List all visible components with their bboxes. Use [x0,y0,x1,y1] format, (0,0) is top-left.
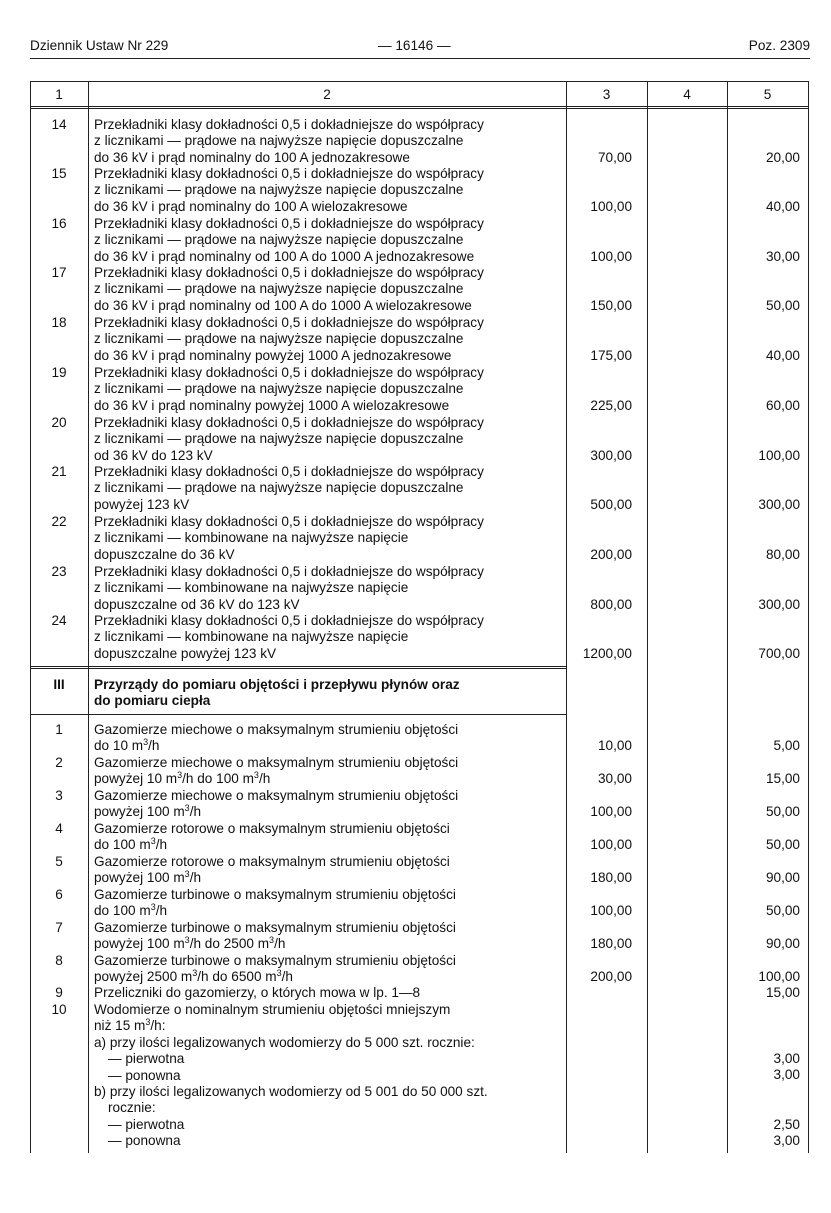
row-number: 15 [51,166,67,181]
description-line: Gazomierze turbinowe o maksymalnym strumieniu objętości [94,887,456,902]
description-line: Gazomierze miechowe o maksymalnym strumieniu objętości [94,788,459,803]
fee-col3: 10,00 [597,738,632,753]
description-line: Gazomierze rotorowe o maksymalnym strumieniu objętości [94,821,450,836]
description-line: Wodomierze o nominalnym strumieniu objętości mniejszym [94,1002,451,1017]
description-line: z licznikami — kombinowane na najwyższe napięcie [94,629,409,645]
row-number: 4 [55,821,63,836]
fee-col5: 50,00 [765,804,800,819]
row-description [94,415,562,464]
column-header-2: 2 [323,87,331,102]
column-header-5: 5 [763,87,772,102]
section-divider-top-double [30,668,566,669]
row-description [94,514,562,563]
section-divider-bottom [30,714,566,715]
fee-col3: 30,00 [597,771,632,786]
section-title [94,677,562,710]
description-line: Gazomierze miechowe o maksymalnym strumieniu objętości [94,755,459,770]
row-number: 10 [51,1002,67,1017]
fee-col3: 100,00 [590,804,632,819]
description-line: — pierwotna [108,1051,185,1067]
description-line: powyżej 100 $m^3/h$ [94,869,202,886]
description-line: do 100 $m^3/h$ [94,902,168,919]
fee-col3: 180,00 [590,936,632,951]
description-line: Przekładniki klasy dokładności 0,5 i dokładniejsze do współpracy [94,166,484,181]
row-number: 16 [51,216,67,231]
description-line: dopuszczalne od 36 kV do 123 kV [94,596,300,612]
description-line: do 36 kV i prąd nominalny powyżej 1000 A wielozakresowe [94,397,450,413]
row-number: 24 [51,613,67,628]
row-number: 20 [51,415,67,430]
description-line: — ponowna [108,1133,181,1149]
fee-col5: 15,00 [765,985,800,1000]
fee-col5: 50,00 [765,298,800,313]
fee-col3: 180,00 [590,870,632,885]
fee-col3: 800,00 [590,597,632,612]
fee-col5: 40,00 [765,199,800,214]
fee-col3: 100,00 [590,199,632,214]
column-divider-3 [647,81,648,1153]
fee-col5: 2,50 [773,1117,800,1132]
row-description [94,854,562,887]
row-number: 7 [55,920,63,935]
fee-col3: 100,00 [590,903,632,918]
row-number: 1 [55,722,63,737]
row-number: 21 [51,464,67,479]
description-line: powyżej 100 $m^3/h$ do 2500 $m^3/h$ [94,935,286,952]
description-line: powyżej 2500 $m^3/h$ do 6500 $m^3/h$ [94,968,293,985]
description-line: powyżej 100 $m^3/h$ [94,803,202,820]
fee-col5: 5,00 [773,738,800,753]
row-number: 5 [55,854,63,869]
fee-col5: 80,00 [765,547,800,562]
description-line: z licznikami — prądowe na najwyższe napięcie dopuszczalne [94,331,464,347]
row-description [94,920,562,953]
fee-col3: 100,00 [590,837,632,852]
fee-col5: 15,00 [765,771,800,786]
fee-col5: 30,00 [765,249,800,264]
row-number: 17 [51,265,67,280]
fee-col5: 40,00 [765,348,800,363]
description-line: powyżej 10 $m^3/h$ do 100 $m^3/h$ [94,770,271,787]
fee-col5: 300,00 [758,597,800,612]
description-line: z licznikami — prądowe na najwyższe napięcie dopuszczalne [94,431,464,447]
description-line: do 36 kV i prąd nominalny powyżej 1000 A jednozakresowe [94,347,452,363]
fee-col3: 100,00 [590,249,632,264]
description-line: a) przy ilości legalizowanych wodomierzy do 5 000 szt. rocznie: [94,1034,475,1050]
page-number: — 16146 — [378,38,451,53]
description-line: Przekładniki klasy dokładności 0,5 i dokładniejsze do współpracy [94,464,484,479]
table-right-border [808,81,809,1153]
fee-col5: 700,00 [758,646,800,661]
row-description [94,1002,562,1150]
row-description [94,788,562,821]
description-line: z licznikami — prądowe na najwyższe napięcie dopuszczalne [94,281,464,297]
row-description [94,613,562,662]
fee-col5: 90,00 [765,936,800,951]
description-line: z licznikami — prądowe na najwyższe napięcie dopuszczalne [94,232,464,248]
section-title-line: Przyrządy do pomiaru objętości i przepływu płynów oraz [94,677,460,692]
description-line: Przekładniki klasy dokładności 0,5 i dokładniejsze do współpracy [94,365,484,380]
description-line: do 10 $m^3/h$ [94,737,160,754]
description-line: Przekładniki klasy dokładności 0,5 i dokładniejsze do współpracy [94,315,484,330]
description-line: — pierwotna [108,1116,185,1132]
fee-col5: 300,00 [758,497,800,512]
journal-title: Dziennik Ustaw Nr 229 [30,38,169,53]
fee-col3: 225,00 [590,398,632,413]
description-line: do 100 $m^3/h$ [94,836,168,853]
fee-col5: 3,00 [773,1051,800,1066]
row-description [94,755,562,788]
description-line: Gazomierze rotorowe o maksymalnym strumieniu objętości [94,854,450,869]
description-line: z licznikami — kombinowane na najwyższe napięcie [94,530,409,546]
fee-col5: 3,00 [773,1067,800,1083]
header-bottom-border-double [30,108,808,109]
row-number: 18 [51,315,67,330]
row-description [94,564,562,613]
column-header-3: 3 [602,87,611,102]
row-number: 2 [55,755,63,770]
description-line: — ponowna [108,1067,181,1083]
description-line: Przekładniki klasy dokładności 0,5 i dokładniejsze do współpracy [94,265,484,280]
row-description [94,985,562,1001]
section-divider-top [30,666,566,667]
description-line: z licznikami — prądowe na najwyższe napięcie dopuszczalne [94,133,464,149]
description-line: z licznikami — kombinowane na najwyższe napięcie [94,580,409,596]
fee-col3: 500,00 [590,497,632,512]
row-description [94,315,562,364]
row-number: 22 [51,514,67,529]
row-description [94,166,562,215]
column-divider-2 [566,81,567,1153]
fee-col5: 50,00 [765,837,800,852]
description-line: rocznie: [108,1100,156,1116]
description-line: do 36 kV i prąd nominalny do 100 A wielozakresowe [94,198,408,214]
fee-col3: 1200,00 [582,646,632,661]
section-number: III [53,677,65,692]
header-bottom-border [30,106,808,107]
fee-col3: 300,00 [590,448,632,463]
row-description [94,953,562,986]
fee-col5: 60,00 [765,398,800,413]
row-description [94,722,562,755]
description-line: powyżej 123 kV [94,496,190,512]
description-line: do 36 kV i prąd nominalny od 100 A do 1000 A jednozakresowe [94,248,475,264]
row-description [94,117,562,166]
description-line: niż 15 $m^3/h$: [94,1017,166,1034]
row-number: 3 [55,788,63,803]
description-line: z licznikami — prądowe na najwyższe napięcie dopuszczalne [94,480,464,496]
row-description [94,821,562,854]
row-number: 9 [55,985,63,1000]
description-line: Przekładniki klasy dokładności 0,5 i dokładniejsze do współpracy [94,216,484,231]
row-number: 19 [51,365,67,380]
table-top-border [30,81,808,82]
row-description [94,464,562,513]
description-line: do 36 kV i prąd nominalny od 100 A do 1000 A wielozakresowe [94,297,472,313]
description-line: Przekładniki klasy dokładności 0,5 i dokładniejsze do współpracy [94,117,484,132]
description-line: dopuszczalne do 36 kV [94,546,235,562]
description-line: z licznikami — prądowe na najwyższe napięcie dopuszczalne [94,381,464,397]
column-header-1: 1 [55,87,63,102]
fee-col5: 90,00 [765,870,800,885]
fee-col5: 50,00 [765,903,800,918]
row-number: 14 [51,117,67,132]
fee-col5-group [727,1051,800,1084]
column-header-4: 4 [683,87,691,102]
fee-col3: 200,00 [590,969,632,984]
row-description [94,887,562,920]
fee-col3: 200,00 [590,547,632,562]
description-line: Przekładniki klasy dokładności 0,5 i dokładniejsze do współpracy [94,613,484,628]
description-line: Przeliczniki do gazomierzy, o których mowa w lp. 1—8 [94,985,421,1000]
description-line: z licznikami — prądowe na najwyższe napięcie dopuszczalne [94,182,464,198]
section-title-line: do pomiaru ciepła [94,693,211,709]
description-line: Przekładniki klasy dokładności 0,5 i dokładniejsze do współpracy [94,415,484,430]
row-number: 8 [55,953,63,968]
description-line: do 36 kV i prąd nominalny do 100 A jednozakresowe [94,149,410,165]
description-line: Przekładniki klasy dokładności 0,5 i dokładniejsze do współpracy [94,564,484,579]
row-description [94,265,562,314]
fee-col3: 150,00 [590,298,632,313]
position-number: Poz. 2309 [748,38,810,53]
description-line: Gazomierze turbinowe o maksymalnym strumieniu objętości [94,920,456,935]
description-line: Przekładniki klasy dokładności 0,5 i dokładniejsze do współpracy [94,514,484,529]
fee-col5: 100,00 [758,448,800,463]
column-divider-1 [88,81,89,1153]
row-number: 6 [55,887,63,902]
row-description [94,365,562,414]
fee-col5: 100,00 [758,969,800,984]
fee-col5: 20,00 [765,150,800,165]
description-line: b) przy ilości legalizowanych wodomierzy od 5 001 do 50 000 szt. [94,1084,488,1100]
fee-col5: 3,00 [773,1133,800,1149]
fee-col3: 70,00 [597,150,632,165]
description-line: Gazomierze miechowe o maksymalnym strumieniu objętości [94,722,459,737]
row-number: 23 [51,564,67,579]
description-line: od 36 kV do 123 kV [94,447,213,463]
fee-col5-group [727,1117,800,1150]
fee-col3: 175,00 [590,348,632,363]
description-line: Gazomierze turbinowe o maksymalnym strumieniu objętości [94,953,456,968]
description-line: dopuszczalne powyżej 123 kV [94,645,277,661]
row-description [94,216,562,265]
